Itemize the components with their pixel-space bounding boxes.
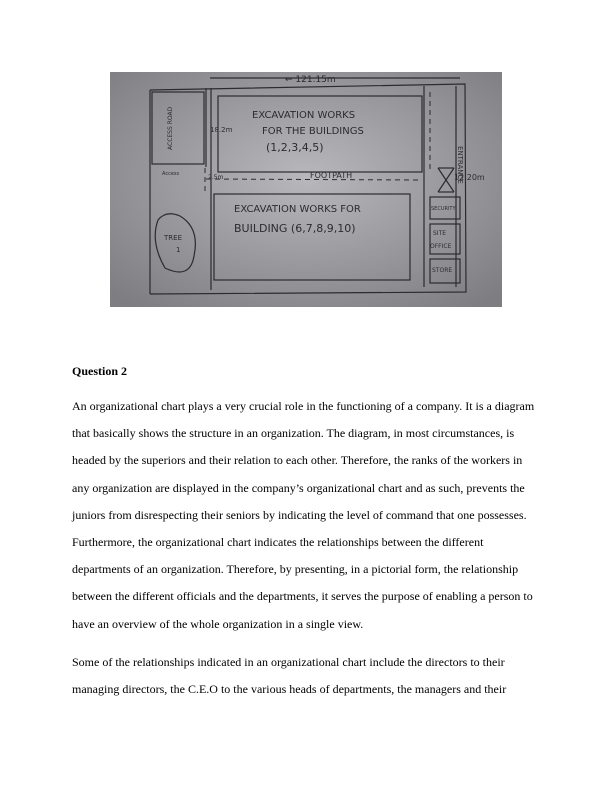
tree-number: 1 xyxy=(176,246,181,254)
entrance-label: ENTRANCE xyxy=(456,146,464,184)
footpath-label: FOOTPATH xyxy=(310,171,353,180)
question-heading: Question 2 xyxy=(72,364,128,378)
works-top-line-3: (1,2,3,4,5) xyxy=(266,141,324,154)
tree-label: TREE xyxy=(164,234,182,242)
site-plan-sketch xyxy=(110,72,502,307)
paragraph-line: Some of the relationships indicated in an organizational chart include the directors to their xyxy=(72,655,505,669)
paragraph-line: between the different officials and the departments, it serves the purpose of enabling a person to xyxy=(72,589,533,604)
paragraph-line: have an overview of the whole organization in a single view. xyxy=(72,616,364,631)
left-dimension-label: 18.2m xyxy=(210,126,233,134)
paragraph-line: An organizational chart plays a very crucial role in the functioning of a company. It is a diagram xyxy=(72,399,535,413)
paragraph-1 xyxy=(72,393,542,638)
access-road-label: ACCESS ROAD xyxy=(167,106,174,150)
top-dimension-label: ← 121.15m xyxy=(285,75,336,85)
site-office-line-2: OFFICE xyxy=(430,243,452,250)
paragraph-line: that basically shows the structure in an organization. The diagram, in most circumstances, is xyxy=(72,426,515,441)
paragraph-line: departments of an organization. Therefore, by presenting, in a pictorial form, the relationship xyxy=(72,562,519,577)
store-label: STORE xyxy=(432,267,453,274)
site-plan-drawing xyxy=(110,72,502,307)
road-width-label: Access xyxy=(162,171,180,177)
right-dimension-label: 12.20m xyxy=(454,173,485,182)
security-label: SECURITY xyxy=(431,206,456,212)
paragraph-line: any organization are displayed in the company’s organizational chart and as such, prevents the xyxy=(72,480,525,495)
works-bottom-line-1: EXCAVATION WORKS FOR xyxy=(234,204,361,215)
mid-dimension-label: 2.5m xyxy=(208,174,224,181)
site-office-line-1: SITE xyxy=(433,230,447,237)
paragraph-line: juniors from disrespecting their seniors by indicating the level of command that one possesses. xyxy=(72,507,527,522)
paragraph-line: managing directors, the C.E.O to the various heads of departments, the managers and their xyxy=(72,682,507,697)
works-top-line-1: EXCAVATION WORKS xyxy=(252,110,356,121)
paragraph-line: Furthermore, the organizational chart indicates the relationships between the different xyxy=(72,535,484,550)
paragraph-line: headed by the superiors and their relation to each other. Therefore, the ranks of the workers in xyxy=(72,453,523,468)
works-top-line-2: FOR THE BUILDINGS xyxy=(262,126,364,137)
works-bottom-line-2: BUILDING (6,7,8,9,10) xyxy=(234,222,356,235)
paragraph-2 xyxy=(72,649,542,703)
